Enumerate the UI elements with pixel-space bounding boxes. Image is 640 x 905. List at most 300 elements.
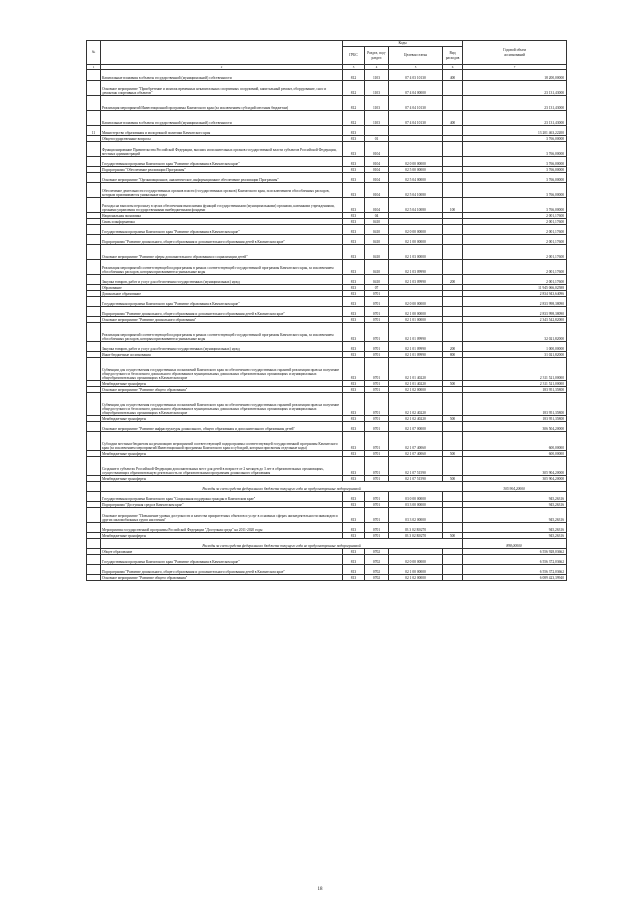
row-number xyxy=(87,523,101,533)
table-row xyxy=(87,70,567,81)
row-number xyxy=(87,575,101,581)
header-num: № xyxy=(87,41,101,65)
row-celevaya: 02 0 00 00000 xyxy=(389,555,443,565)
row-vid xyxy=(443,157,463,167)
table-body-2 xyxy=(87,492,567,539)
row-vid: 500 xyxy=(443,381,463,387)
row-number xyxy=(87,70,101,81)
table-row xyxy=(87,235,567,245)
row-celevaya: 02 1 02 40220 xyxy=(389,416,443,422)
row-grbs: 813 xyxy=(343,297,365,307)
row-celevaya: 02 1 07 40060 xyxy=(389,451,443,457)
row-number xyxy=(87,508,101,523)
col-num: 6 xyxy=(443,65,463,70)
row-razdel: 0701 xyxy=(365,358,389,381)
row-name: Министерство образования и молодежной политики Камчатского края xyxy=(101,126,343,136)
row-vid: 500 xyxy=(443,416,463,422)
row-razdel: 0701 xyxy=(365,432,389,451)
row-celevaya: 02 1 07 00000 xyxy=(389,422,443,432)
row-razdel: 0701 xyxy=(365,381,389,387)
row-celevaya: 02 0 00 00000 xyxy=(389,225,443,235)
row-sum: 6 089 423,39940 xyxy=(463,575,567,581)
row-number xyxy=(87,260,101,275)
row-number: 11 xyxy=(87,126,101,136)
row-name: Подпрограмма "Развитие дошкольного, общего образования и дополнительного образования детей в Камчатском крае" xyxy=(101,307,343,317)
row-sum: 3 766,00000 xyxy=(463,136,567,142)
row-grbs: 812 xyxy=(343,70,365,81)
row-razdel: 0701 xyxy=(365,502,389,508)
row-vid: 800 xyxy=(443,352,463,358)
header-celevaya: Целевая статья xyxy=(389,47,443,65)
row-name: Расходы на выплаты персоналу в целях обеспечения выполнения функций государственными (муниципальными) органами, казенными учреждениями, органами управления государственными внебюджетными фондами xyxy=(101,198,343,213)
row-vid xyxy=(443,565,463,575)
row-grbs: 813 xyxy=(343,235,365,245)
row-razdel: 0104 xyxy=(365,142,389,157)
row-number xyxy=(87,81,101,96)
header-name xyxy=(101,41,343,65)
row-razdel: 1103 xyxy=(365,96,389,111)
row-name: Основное мероприятие "Развитие общего образования" xyxy=(101,387,343,393)
row-number xyxy=(87,393,101,416)
row-vid xyxy=(443,297,463,307)
row-celevaya: 02 1 03 09990 xyxy=(389,260,443,275)
row-grbs: 813 xyxy=(343,307,365,317)
row-celevaya: 07 4 04 10130 xyxy=(389,96,443,111)
note-body-2 xyxy=(87,539,567,549)
row-name: Подпрограмма "Обеспечение реализации Программы" xyxy=(101,167,343,173)
row-vid xyxy=(443,523,463,533)
row-number xyxy=(87,245,101,260)
row-vid xyxy=(443,235,463,245)
row-sum: 23 131,43000 xyxy=(463,81,567,96)
row-name: Общегосударственные вопросы xyxy=(101,136,343,142)
row-sum: 306 504,20000 xyxy=(463,422,567,432)
row-sum: 13 201 463,22200 xyxy=(463,126,567,136)
row-grbs: 813 xyxy=(343,291,365,297)
table-row xyxy=(87,173,567,183)
row-name: Функционирование Правительства Российской Федерации, высших исполнительных органов государственной власти субъектов Российской Федерации, местных администраций xyxy=(101,142,343,157)
row-razdel: 0701 xyxy=(365,416,389,422)
table-row xyxy=(87,492,567,502)
row-number xyxy=(87,492,101,502)
table-row xyxy=(87,432,567,451)
row-razdel: 1103 xyxy=(365,111,389,126)
row-celevaya: 02 1 01 09990 xyxy=(389,342,443,352)
row-name: Закупка товаров, работ и услуг для обеспечения государственных (муниципальных) нужд xyxy=(101,342,343,352)
row-sum: 1 000,00000 xyxy=(463,342,567,352)
row-grbs: 813 xyxy=(343,198,365,213)
row-celevaya: 02 1 02 00000 xyxy=(389,387,443,393)
table-row xyxy=(87,297,567,307)
row-vid xyxy=(443,575,463,581)
row-name: Основное мероприятие "Повышение уровня доступности и качества приоритетных объектов и услуг в основных сферах жизнедеятельности инвалидов и других маломобильных групп населения" xyxy=(101,508,343,523)
row-number xyxy=(87,422,101,432)
row-celevaya: 02 5 04 00000 xyxy=(389,173,443,183)
row-razdel: 0104 xyxy=(365,173,389,183)
row-name: Связь и информатика xyxy=(101,219,343,225)
row-celevaya: 02 0 00 00000 xyxy=(389,297,443,307)
row-razdel: 0104 xyxy=(365,167,389,173)
row-razdel: 0702 xyxy=(365,565,389,575)
row-number xyxy=(87,342,101,352)
row-sum: 32 021,82000 xyxy=(463,323,567,342)
row-celevaya: 02 1 07 51590 xyxy=(389,457,443,476)
row-sum: 2 001,17600 xyxy=(463,245,567,260)
table-row xyxy=(87,142,567,157)
row-sum: 3 766,00000 xyxy=(463,183,567,198)
row-name: Государственная программа Камчатского края "Развитие образования в Камчатском крае" xyxy=(101,157,343,167)
row-grbs: 813 xyxy=(343,285,365,291)
row-name: Подпрограмма "Развитие дошкольного, общего образования и дополнительного образования детей в Камчатском крае" xyxy=(101,565,343,575)
row-name: Основное мероприятие "Развитие сферы дополнительного образования и социализации детей" xyxy=(101,245,343,260)
row-razdel: 0702 xyxy=(365,549,389,555)
row-grbs: 813 xyxy=(343,275,365,285)
row-sum: 2 311 521,00000 xyxy=(463,358,567,381)
row-name: Основное мероприятие "Организационное, аналитическое, информационное обеспечение реализации Программы" xyxy=(101,173,343,183)
row-name: Мероприятия государственной программы Российской Федерации "Доступная среда" на 2011-2020 годы xyxy=(101,523,343,533)
row-sum: 2 001,17600 xyxy=(463,260,567,275)
col-num: 4 xyxy=(365,65,389,70)
row-sum: 2 001,17600 xyxy=(463,275,567,285)
row-sum: 183 951,35800 xyxy=(463,416,567,422)
row-grbs: 813 xyxy=(343,416,365,422)
row-name: Капитальные вложения в объекты государственной (муниципальной) собственности xyxy=(101,111,343,126)
row-sum: 2 833 998,38090 xyxy=(463,307,567,317)
table-row xyxy=(87,275,567,285)
row-grbs: 813 xyxy=(343,422,365,432)
row-razdel: 0702 xyxy=(365,575,389,581)
row-grbs: 813 xyxy=(343,565,365,575)
row-sum: 183 951,35800 xyxy=(463,393,567,416)
row-vid: 500 xyxy=(443,451,463,457)
row-vid xyxy=(443,457,463,476)
row-name: Субсидии местным бюджетам на реализацию мероприятий соответствующей подпрограммы соответствующей государственной программы Камчатского края (за исключением мероприятий Инвестиционной программы Камчатского края и субсидий, которым присвоены отдельные коды) xyxy=(101,432,343,451)
row-number xyxy=(87,297,101,307)
row-sum: 2 833 998,38090 xyxy=(463,297,567,307)
table-row xyxy=(87,126,567,136)
row-celevaya: 03 3 02 R0270 xyxy=(389,523,443,533)
header-grbs: ГРБС xyxy=(343,47,365,65)
row-razdel: 0701 xyxy=(365,342,389,352)
row-celevaya: 02 1 01 00000 xyxy=(389,317,443,323)
table-row xyxy=(87,245,567,260)
table-body-3 xyxy=(87,549,567,581)
header-razdel: Раздел, под- раздел xyxy=(365,47,389,65)
row-number xyxy=(87,565,101,575)
row-sum: 2 343 542,82000 xyxy=(463,317,567,323)
table-row xyxy=(87,260,567,275)
row-razdel: 0701 xyxy=(365,533,389,539)
row-sum: 2 001,17600 xyxy=(463,219,567,225)
row-name: Основное мероприятие "Приобретение и монтаж временных некапитальных спортивных сооружений, капитальный ремонт, оборудование, снос и демонтаж спортивных объектов" xyxy=(101,81,343,96)
table-row xyxy=(87,422,567,432)
page-number: 18 xyxy=(317,887,323,892)
table-row xyxy=(87,323,567,342)
row-number xyxy=(87,111,101,126)
row-celevaya: 02 0 00 00000 xyxy=(389,157,443,167)
row-name: Подпрограмма "Доступная среда в Камчатском крае" xyxy=(101,502,343,508)
row-vid: 100 xyxy=(443,198,463,213)
row-vid xyxy=(443,508,463,523)
row-grbs: 813 xyxy=(343,393,365,416)
row-grbs: 813 xyxy=(343,549,365,555)
row-razdel: 0104 xyxy=(365,183,389,198)
row-grbs: 813 xyxy=(343,225,365,235)
row-vid xyxy=(443,126,463,136)
row-grbs: 813 xyxy=(343,342,365,352)
row-razdel: 0701 xyxy=(365,387,389,393)
row-celevaya xyxy=(389,142,443,157)
col-num: 3 xyxy=(343,65,365,70)
row-name: Реализация мероприятий соответствующей подпрограммы в рамках соответствующей государственной программы Камчатского края, за исключением обособленных расходов, которым присваиваются уникальные коды xyxy=(101,323,343,342)
row-vid xyxy=(443,422,463,432)
row-grbs: 813 xyxy=(343,136,365,142)
row-celevaya: 02 1 00 00000 xyxy=(389,565,443,575)
row-name: Подпрограмма "Развитие дошкольного, общего образования и дополнительного образования детей в Камчатском крае" xyxy=(101,235,343,245)
row-vid xyxy=(443,183,463,198)
row-sum: 600,00000 xyxy=(463,432,567,451)
row-sum: 305 904,20000 xyxy=(463,476,567,482)
row-name: Дошкольное образование xyxy=(101,291,343,297)
row-number xyxy=(87,198,101,213)
row-razdel: 04 xyxy=(365,213,389,219)
header-vid: Вид расходов xyxy=(443,47,463,65)
row-razdel: 0410 xyxy=(365,245,389,260)
table-row xyxy=(87,523,567,533)
row-celevaya: 02 1 03 09990 xyxy=(389,275,443,285)
row-razdel: 0701 xyxy=(365,457,389,476)
table-row xyxy=(87,457,567,476)
note-empty xyxy=(87,539,101,549)
row-number xyxy=(87,157,101,167)
row-number xyxy=(87,358,101,381)
row-vid xyxy=(443,173,463,183)
row-name: Иные бюджетные ассигнования xyxy=(101,352,343,358)
row-razdel: 0701 xyxy=(365,523,389,533)
row-sum: 31 021,82000 xyxy=(463,352,567,358)
row-grbs: 813 xyxy=(343,358,365,381)
row-grbs: 813 xyxy=(343,183,365,198)
row-name: Межбюджетные трансферты xyxy=(101,476,343,482)
row-sum: 945,26316 xyxy=(463,492,567,502)
note-text: Расходы за счет средств федерального бюджета текущего года не предусмотренные подпрограммой xyxy=(101,539,463,549)
row-sum: 305 904,20000 xyxy=(463,457,567,476)
table-row xyxy=(87,342,567,352)
row-vid xyxy=(443,492,463,502)
row-vid: 500 xyxy=(443,476,463,482)
row-grbs: 813 xyxy=(343,508,365,523)
row-grbs: 813 xyxy=(343,533,365,539)
row-vid xyxy=(443,555,463,565)
row-grbs: 813 xyxy=(343,167,365,173)
row-celevaya: 02 1 02 40220 xyxy=(389,393,443,416)
table-row xyxy=(87,358,567,381)
row-sum: 3 766,00000 xyxy=(463,167,567,173)
row-number xyxy=(87,183,101,198)
table-row xyxy=(87,575,567,581)
row-razdel: 0410 xyxy=(365,225,389,235)
row-razdel: 0701 xyxy=(365,323,389,342)
row-grbs: 812 xyxy=(343,96,365,111)
row-sum: 945,26316 xyxy=(463,533,567,539)
row-number xyxy=(87,96,101,111)
row-sum: 23 131,43000 xyxy=(463,111,567,126)
row-razdel: 0410 xyxy=(365,275,389,285)
row-sum: 945,26316 xyxy=(463,502,567,508)
row-razdel: 0701 xyxy=(365,352,389,358)
row-razdel: 0701 xyxy=(365,297,389,307)
row-name: Создание в субъектах Российской Федерации дополнительных мест для детей в возрасте от 2 месяцев до 3 лет в образовательных организациях, осуществляющих образовательную деятельность по образовательным программам дошкольного образования xyxy=(101,457,343,476)
col-num: 2 xyxy=(101,65,343,70)
row-sum: 2 001,17600 xyxy=(463,235,567,245)
row-celevaya: 02 1 01 09990 xyxy=(389,352,443,358)
header-codes: Коды xyxy=(343,41,463,47)
row-celevaya: 02 5 04 10080 xyxy=(389,198,443,213)
row-name: Реализация мероприятий соответствующей подпрограммы в рамках соответствующей государственной программы Камчатского края, за исключением обособленных расходов, которым присваиваются уникальные коды xyxy=(101,260,343,275)
row-vid xyxy=(443,81,463,96)
table-row xyxy=(87,393,567,416)
row-vid xyxy=(443,142,463,157)
row-grbs: 813 xyxy=(343,575,365,581)
row-celevaya: 02 1 00 00000 xyxy=(389,235,443,245)
row-grbs: 813 xyxy=(343,451,365,457)
row-grbs: 813 xyxy=(343,492,365,502)
row-sum: 3 766,00000 xyxy=(463,173,567,183)
row-name: Межбюджетные трансферты xyxy=(101,451,343,457)
row-razdel: 0701 xyxy=(365,508,389,523)
row-grbs: 813 xyxy=(343,523,365,533)
row-grbs: 813 xyxy=(343,245,365,260)
row-sum: 6 556 928,03662 xyxy=(463,549,567,555)
row-number xyxy=(87,225,101,235)
table-row xyxy=(87,157,567,167)
row-number xyxy=(87,555,101,565)
note-empty xyxy=(87,482,101,492)
table-row xyxy=(87,111,567,126)
row-razdel: 0104 xyxy=(365,198,389,213)
row-razdel: 07 xyxy=(365,285,389,291)
row-razdel: 0701 xyxy=(365,291,389,297)
row-grbs: 813 xyxy=(343,260,365,275)
table-row xyxy=(87,508,567,523)
row-celevaya: 03 3 02 00000 xyxy=(389,508,443,523)
row-name: Основное мероприятие "Развитие инфраструктуры дошкольного, общего образования и дополнительного образования детей" xyxy=(101,422,343,432)
row-celevaya: 02 1 03 00000 xyxy=(389,245,443,260)
row-name: Межбюджетные трансферты xyxy=(101,533,343,539)
row-grbs: 813 xyxy=(343,502,365,508)
row-celevaya: 07 4 04 00000 xyxy=(389,81,443,96)
row-sum: 18 200,00000 xyxy=(463,70,567,81)
row-grbs: 813 xyxy=(343,387,365,393)
row-vid: 200 xyxy=(443,342,463,352)
row-razdel: 0410 xyxy=(365,219,389,225)
row-grbs: 813 xyxy=(343,381,365,387)
row-grbs: 813 xyxy=(343,476,365,482)
row-name: Государственная программа Камчатского края "Развитие образования в Камчатском крае" xyxy=(101,555,343,565)
note-body-1 xyxy=(87,482,567,492)
row-sum: 2 311 521,00000 xyxy=(463,381,567,387)
row-name: Государственная программа Камчатского края "Развитие образования в Камчатском крае" xyxy=(101,225,343,235)
row-name: Основное мероприятие "Развитие дошкольного образования" xyxy=(101,317,343,323)
row-sum: 2 001,17600 xyxy=(463,213,567,219)
row-celevaya: 02 5 00 00000 xyxy=(389,167,443,173)
row-razdel: 0701 xyxy=(365,476,389,482)
row-razdel xyxy=(365,126,389,136)
row-grbs: 812 xyxy=(343,111,365,126)
row-grbs: 813 xyxy=(343,213,365,219)
row-grbs: 813 xyxy=(343,432,365,451)
row-grbs: 812 xyxy=(343,81,365,96)
row-grbs: 813 xyxy=(343,352,365,358)
row-sum: 600,00000 xyxy=(463,451,567,457)
row-sum: 23 131,43000 xyxy=(463,96,567,111)
row-sum: 2 834 943,64096 xyxy=(463,291,567,297)
row-name: Национальная экономика xyxy=(101,213,343,219)
header-total: Годовой объем ассигнований xyxy=(463,41,567,65)
row-razdel: 0104 xyxy=(365,157,389,167)
row-vid xyxy=(443,358,463,381)
row-razdel: 0702 xyxy=(365,555,389,565)
table-row xyxy=(87,555,567,565)
col-num: 5 xyxy=(389,65,443,70)
row-number xyxy=(87,432,101,451)
row-sum: 945,26316 xyxy=(463,523,567,533)
row-celevaya: 02 1 00 00000 xyxy=(389,307,443,317)
row-grbs: 813 xyxy=(343,323,365,342)
row-celevaya: 02 1 02 00000 xyxy=(389,575,443,581)
row-celevaya: 02 1 01 40220 xyxy=(389,358,443,381)
row-celevaya: 02 1 01 09990 xyxy=(389,323,443,342)
row-number xyxy=(87,173,101,183)
row-sum: 6 556 372,03662 xyxy=(463,555,567,565)
row-name: Реализация мероприятий Инвестиционной программы Камчатского края (за исключением субсидий местным бюджетам) xyxy=(101,96,343,111)
row-celevaya: 02 1 01 40220 xyxy=(389,381,443,387)
table-row xyxy=(87,96,567,111)
row-number xyxy=(87,323,101,342)
row-vid xyxy=(443,245,463,260)
row-sum: 6 556 372,03662 xyxy=(463,565,567,575)
row-grbs: 813 xyxy=(343,173,365,183)
row-vid xyxy=(443,260,463,275)
row-vid xyxy=(443,432,463,451)
row-name: Общее образование xyxy=(101,549,343,555)
row-razdel: 0701 xyxy=(365,307,389,317)
row-grbs: 813 xyxy=(343,317,365,323)
row-grbs: 813 xyxy=(343,157,365,167)
row-grbs: 813 xyxy=(343,219,365,225)
row-name: Государственная программа Камчатского края "Развитие образования в Камчатском крае" xyxy=(101,297,343,307)
row-sum: 183 951,35800 xyxy=(463,387,567,393)
row-vid xyxy=(443,307,463,317)
row-name: Закупка товаров, работ и услуг для обеспечения государственных (муниципальных) нужд xyxy=(101,275,343,285)
note-text: Расходы за счет средств федерального бюджета текущего года не предусмотренные подпрограммой xyxy=(101,482,463,492)
row-name: Межбюджетные трансферты xyxy=(101,416,343,422)
row-name: Субвенции для осуществления государственных полномочий Камчатского края по обеспечению государственных гарантий реализации прав на получение общедоступного и бесплатного дошкольного образования в муниципальных дошкольных образовательных организациях и муниципальных общеобразовательных организациях в Камчатском крае xyxy=(101,393,343,416)
row-razdel: 0701 xyxy=(365,492,389,502)
table-row xyxy=(87,307,567,317)
row-number xyxy=(87,307,101,317)
row-name: Образование xyxy=(101,285,343,291)
table-row xyxy=(87,225,567,235)
row-vid: 500 xyxy=(443,533,463,539)
row-celevaya: 03 0 00 00000 xyxy=(389,492,443,502)
row-vid xyxy=(443,323,463,342)
row-grbs: 813 xyxy=(343,555,365,565)
row-celevaya xyxy=(389,126,443,136)
budget-table xyxy=(86,40,567,581)
budget-table-sheet xyxy=(86,40,566,581)
row-sum: 3 766,00000 xyxy=(463,142,567,157)
